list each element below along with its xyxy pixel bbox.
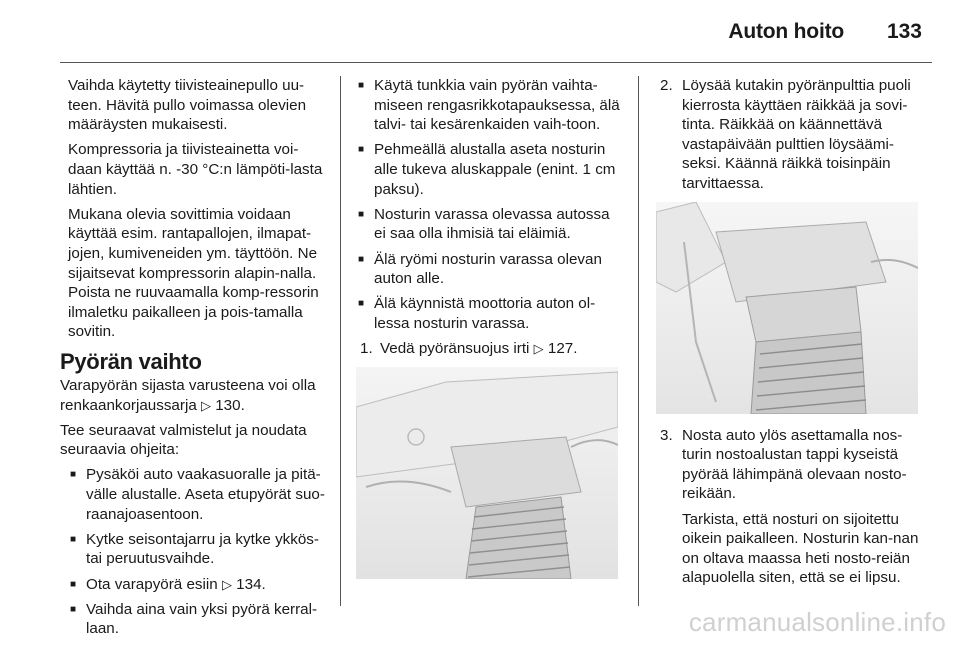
paragraph-adapters: Mukana olevia sovittimia voidaan käyttää esim. rantapallojen, ilmapat-jojen, kumiveneiden ym. täyttöön. Ne sijaitsevat kompressorin alapin-nalla. Poista ne ruuvaamalla komp-ressorin ilmaletku paikalleen ja pois-tamalla sovitin. (68, 205, 319, 341)
step-number: 1. (360, 340, 373, 358)
list-item: ■ Älä käynnistä moottoria auton ol-lessa nosturin varassa. (356, 294, 624, 333)
step-item (660, 426, 924, 588)
steps-list-3 (660, 426, 924, 588)
list-item (68, 575, 332, 595)
wheel-cover-ref[interactable]: 127. (547, 340, 578, 358)
step-item (356, 339, 624, 359)
paragraph-preparations: Tee seuraavat valmistelut ja noudata seuraavia ohjeita: (60, 421, 307, 459)
page-header (60, 0, 932, 63)
spare-wheel-ref[interactable]: 134. (236, 575, 266, 593)
list-item: ■ Pehmeällä alustalla aseta nosturin alle tukeva aluskappale (enint. 1 cm paksu). (356, 140, 624, 199)
page-reference-icon: ▷ (201, 397, 211, 413)
column-2 (356, 76, 624, 591)
repair-kit-ref[interactable]: 130. (215, 396, 245, 414)
column-3 (660, 76, 924, 594)
step-3-note: Tarkista, että nosturi on sijoitettu oikein paikalleen. Nosturin kan-nan on oltava maassa heti nosto-reiän alapuolella siten, että se ei lipsu. (682, 510, 919, 587)
wheel-bolt-illustration (656, 202, 918, 414)
column-divider-1 (340, 76, 341, 606)
paragraph-temperature: Kompressoria ja tiivisteainetta voi-daan käyttää n. -30 °C:n lämpöti-lasta lähtien. (68, 141, 323, 198)
list-item: ■ Pysäköi auto vaakasuoralle ja pitä-välle alustalle. Aseta etupyörät suo-raanajoasentoon. (68, 465, 332, 524)
list-item: ■ Vaihda aina vain yksi pyörä kerral-laan. (68, 600, 332, 639)
repair-kit-text: Varapyörän sijasta varusteena voi olla renkaankorjaussarja (60, 376, 316, 414)
list-item: ■ Kytke seisontajarru ja kytke ykkös-tai peruutusvaihde. (68, 530, 332, 569)
steps-list-1 (356, 339, 624, 359)
paragraph-bottle: Vaihda käytetty tiivisteainepullo uu-teen. Hävitä pullo voimassa olevien määräysten mukaisesti. (68, 77, 307, 134)
watermark: carmanualsonline.info (688, 607, 946, 637)
column-1 (60, 76, 332, 645)
spare-wheel-text: Ota varapyörä esiin (86, 575, 218, 593)
page-reference-icon: ▷ (221, 576, 232, 592)
list-item: ■ Älä ryömi nosturin varassa olevan auton alle. (356, 250, 624, 289)
step-1-text: Vedä pyöränsuojus irti (380, 340, 530, 358)
list-item: ■ Käytä tunkkia vain pyörän vaihta-miseen rengasrikkotapauksessa, älä talvi- tai kesärenkaiden vaih-toon. (356, 76, 624, 135)
paragraph-repair-kit (60, 376, 332, 415)
safety-list (356, 76, 624, 334)
page-number: 133 (886, 20, 922, 43)
steps-list-2 (660, 76, 924, 194)
step-2-text: Löysää kutakin pyöränpulttia puoli kierrosta käyttäen räikkää ja sovi-tinta. Räikkää on käännettävä vastapäivään pulttien löysäämi-seksi. Käännä räikkä toisinpäin tarvittaessa. (682, 77, 911, 192)
column-divider-2 (638, 76, 639, 606)
preparation-list (60, 465, 332, 639)
list-item: ■ Nosturin varassa olevassa autossa ei saa olla ihmisiä tai eläimiä. (356, 205, 624, 244)
page-title: Auton hoito (728, 20, 844, 43)
wheel-cover-illustration (356, 367, 618, 579)
page-reference-icon: ▷ (533, 341, 544, 357)
step-item (660, 76, 924, 194)
step-number: 3. (660, 426, 673, 444)
section-heading: Pyörän vaihto (60, 348, 202, 374)
step-number: 2. (660, 77, 673, 94)
step-3-text: Nosta auto ylös asettamalla nos-turin nostoalustan tappi kyseistä pyörää lähimpänä olevaan nosto-reikään. (682, 426, 907, 503)
